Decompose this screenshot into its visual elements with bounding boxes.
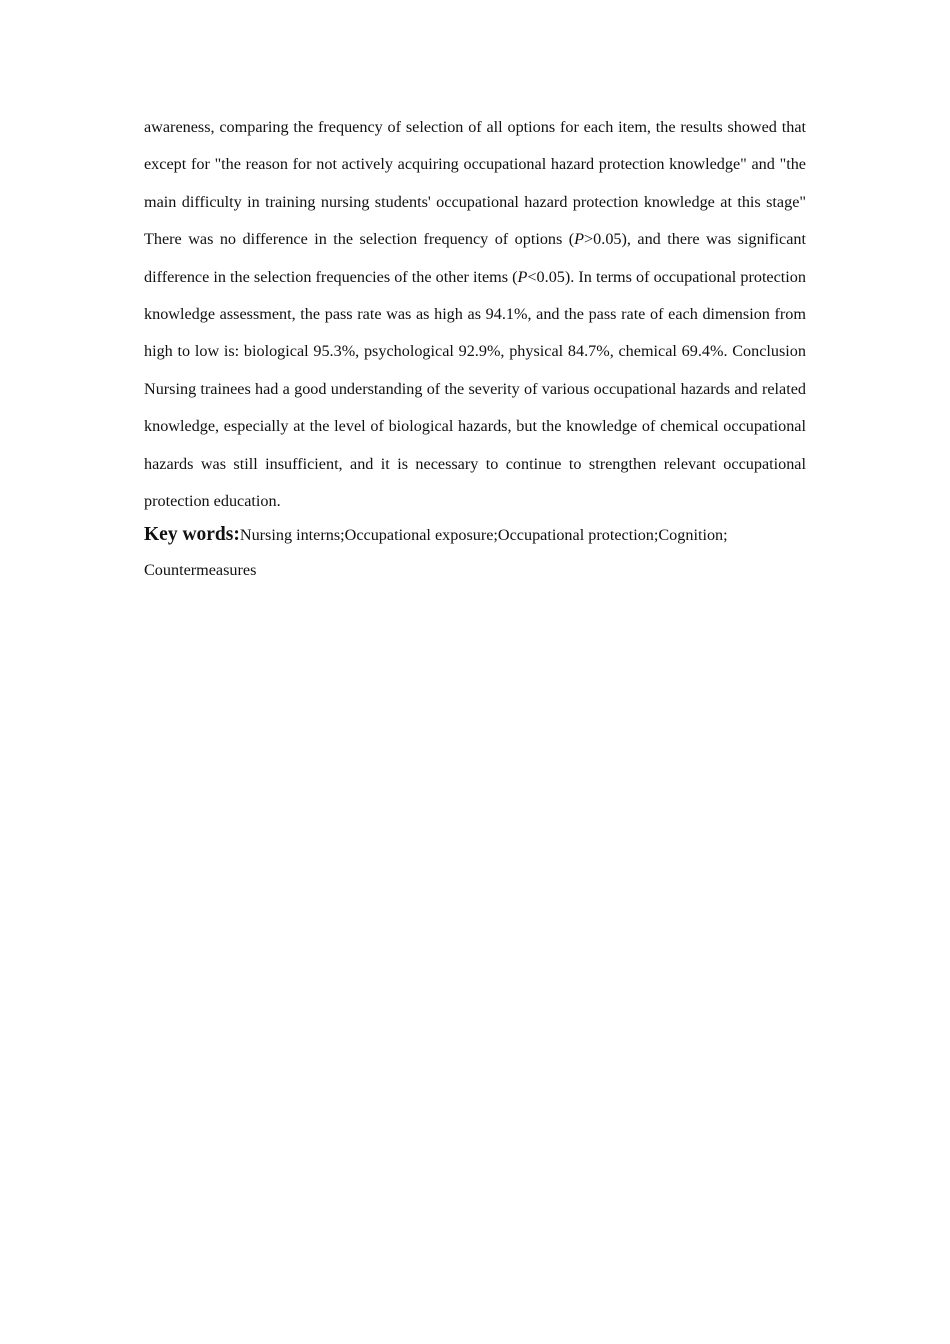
p-value-symbol: P — [574, 230, 585, 249]
keywords-block — [144, 517, 806, 588]
keywords-label: Key words: — [144, 524, 240, 546]
p-value-symbol: P — [517, 267, 528, 286]
page-body — [144, 109, 806, 588]
abstract-text-1: awareness, comparing the frequency of selection of all options for each item, the results showed that except for "the reason for not actively acquiring occupational hazard protection knowledge" and "the main difficulty in training nursing students' occupational hazard protection knowledge at this stage" There was no difference in the selection frequency of options ( — [144, 118, 806, 249]
abstract-paragraph — [144, 109, 806, 520]
keywords-list-continued: Countermeasures — [144, 561, 257, 580]
keywords-list: Nursing interns;Occupational exposure;Occupational protection;Cognition; — [239, 526, 728, 545]
abstract-text-2: >0.05), and there was significant difference in the selection frequencies of the other items ( — [144, 230, 807, 286]
abstract-text-3: <0.05). In terms of occupational protection knowledge assessment, the pass rate was as high as 94.1%, and the pass rate of each dimension from high to low is: biological 95.3%, psychological 92.9%, physical 84.7%, chemical 69.4%. Conclusion Nursing trainees had a good understanding of the severity of various occupational hazards and related knowledge, especially at the level of biological hazards, but the knowledge of chemical occupational hazards was still insufficient, and it is necessary to continue to strengthen relevant occupational protection education. — [144, 267, 806, 511]
